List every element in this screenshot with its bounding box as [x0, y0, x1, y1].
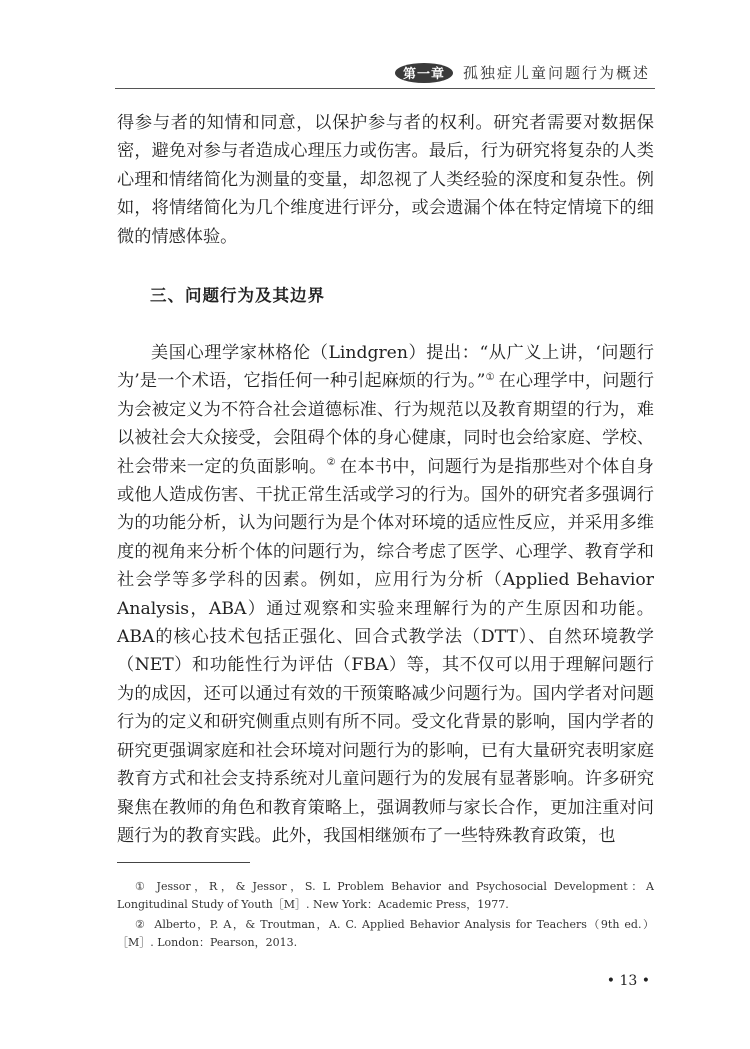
- footnote-ref-1[interactable]: ①: [485, 371, 495, 383]
- footnote-1-marker: ①: [135, 880, 149, 893]
- paragraph-2-part-1: 美国心理学家林格伦（Lindgren）提出：“从广义上讲，‘问题行为’是一个术语，它指任何一种引起麻烦的行为。”: [117, 343, 654, 392]
- body-text-continued: [117, 109, 654, 251]
- footnote-divider: [117, 862, 250, 863]
- header-divider: [115, 88, 655, 89]
- footnote-1: [117, 878, 654, 913]
- page-number: • 13 •: [606, 973, 650, 989]
- section-heading: 三、问题行为及其边界: [150, 286, 325, 305]
- paragraph-2-part-2: 在心理学中，问题行为会被定义为不符合社会道德标准、行为规范以及教育期望的行为，难以被社会大众接受，会阻碍个体的身心健康，同时也会给家庭、学校、社会带来一定的负面影响。: [117, 371, 654, 477]
- paragraph-2-part-3: 在本书中，问题行为是指那些对个体自身或他人造成伤害、干扰正常生活或学习的行为。国外的研究者多强调行为的功能分析，认为问题行为是个体对环境的适应性反应，并采用多维度的视角来分析个体的问题行为，综合考虑了医学、心理学、教育学和社会学等多学科的因素。例如，应用行为分析（Applied Behavior Analysis，ABA）通过观察和实验来理解行为的产生原因和功能。ABA的核心技术包括正强化、回合式教学法（DTT）、自然环境教学（NET）和功能性行为评估（FBA）等，其不仅可以用于理解问题行为的成因，还可以通过有效的干预策略减少问题行为。国内学者对问题行为的定义和研究侧重点则有所不同。受文化背景的影响，国内学者的研究更强调家庭和社会环境对问题行为的影响，已有大量研究表明家庭教育方式和社会支持系统对儿童问题行为的发展有显著影响。许多研究聚焦在教师的角色和教育策略上，强调教师与家长合作，更加注重对问题行为的教育实践。此外，我国相继颁布了一些特殊教育政策，也: [117, 456, 654, 846]
- footnote-1-text: Jessor，R，& Jessor，S. L Problem Behavior and Psychosocial Development：A Longitudinal Study of Youth［M］. New York：Academic Press，1977.: [117, 880, 654, 911]
- footnote-2-marker: ②: [135, 918, 147, 931]
- footnote-2: [117, 916, 654, 951]
- paragraph-1: 得参与者的知情和同意，以保护参与者的权利。研究者需要对数据保密，避免对参与者造成心理压力或伤害。最后，行为研究将复杂的人类心理和情绪简化为测量的变量，却忽视了人类经验的深度和复杂性。例如，将情绪简化为几个维度进行评分，或会遗漏个体在特定情境下的细微的情感体验。: [117, 113, 654, 247]
- chapter-badge: [395, 63, 453, 83]
- paragraph-2: [117, 339, 654, 850]
- running-title: 孤独症儿童问题行为概述: [462, 64, 650, 82]
- footnote-ref-2[interactable]: ②: [326, 456, 336, 468]
- footnote-2-text: Alberto，P. A，& Troutman，A. C. Applied Behavior Analysis for Teachers（9th ed.）［M］. London：Pearson，2013.: [117, 918, 654, 949]
- running-header: [395, 62, 650, 83]
- chapter-label: 第一章: [402, 67, 445, 82]
- body-text-section: [117, 339, 654, 850]
- footnotes: [117, 878, 654, 954]
